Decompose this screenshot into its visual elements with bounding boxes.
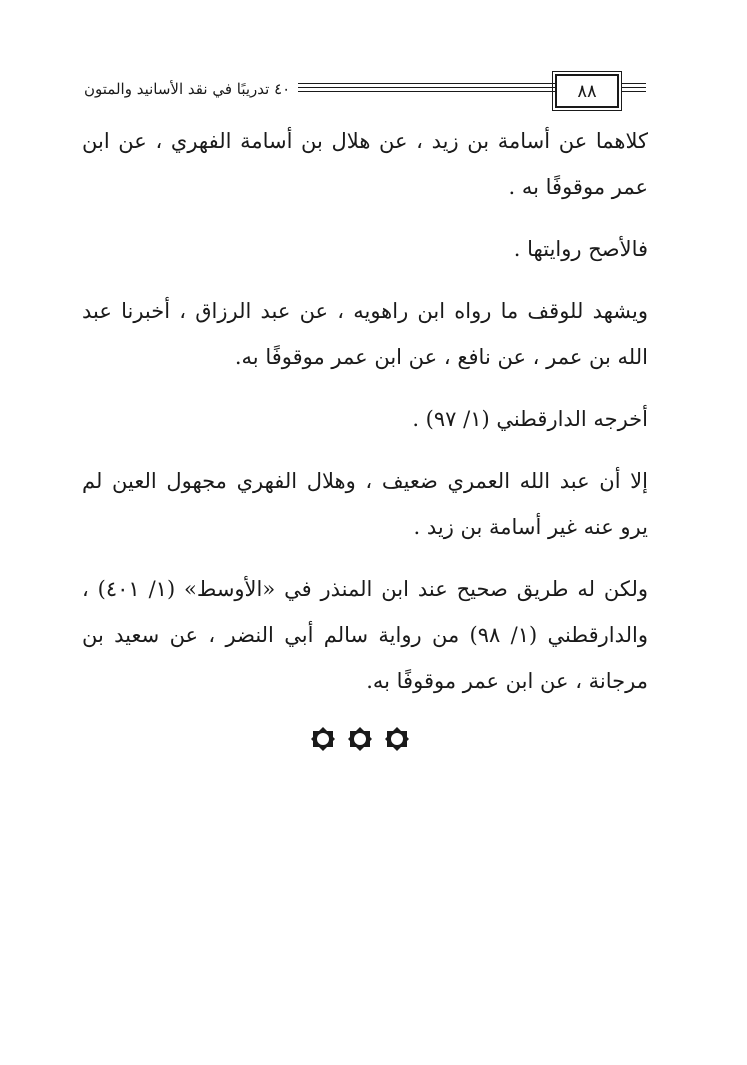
paragraph: فالأصح روايتها . bbox=[513, 237, 648, 261]
paragraph: أخرجه الدارقطني (١/ ٩٧) . bbox=[412, 407, 648, 431]
section-end-ornament bbox=[310, 724, 410, 754]
paragraph: ولكن له طريق صحيح عند ابن المنذر في «الأوسط» (١/ ٤٠١) ، والدارقطني (١/ ٩٨) من رواية سالم أبي النضر ، عن سعيد بن مرجانة ، عن ابن عمر موقوفًا به. bbox=[82, 577, 648, 693]
header-rule-right-top bbox=[622, 83, 646, 84]
header-rule-right-mid bbox=[622, 87, 646, 88]
page-number: ٨٨ bbox=[555, 74, 619, 108]
running-title: ٤٠ تدريبًا في نقد الأسانيد والمتون bbox=[84, 80, 291, 98]
flower-ornament-icon bbox=[384, 726, 410, 752]
header-rule-right-bottom bbox=[622, 91, 646, 92]
paragraph: إلا أن عبد الله العمري ضعيف ، وهلال الفهري مجهول العين لم يرو عنه غير أسامة بن زيد . bbox=[82, 469, 648, 539]
header-rule-left-mid bbox=[298, 87, 555, 88]
main-text bbox=[82, 118, 648, 720]
flower-ornament-icon bbox=[347, 726, 373, 752]
page-header bbox=[84, 72, 646, 112]
flower-ornament-icon bbox=[310, 726, 336, 752]
header-rule-left-top bbox=[298, 83, 555, 84]
header-rule-left-bottom bbox=[298, 91, 555, 92]
paragraph: كلاهما عن أسامة بن زيد ، عن هلال بن أسامة الفهري ، عن ابن عمر موقوفًا به . bbox=[82, 129, 648, 199]
paragraph: ويشهد للوقف ما رواه ابن راهويه ، عن عبد الرزاق ، أخبرنا عبد الله بن عمر ، عن نافع ، عن ابن عمر موقوفًا به. bbox=[82, 299, 648, 369]
